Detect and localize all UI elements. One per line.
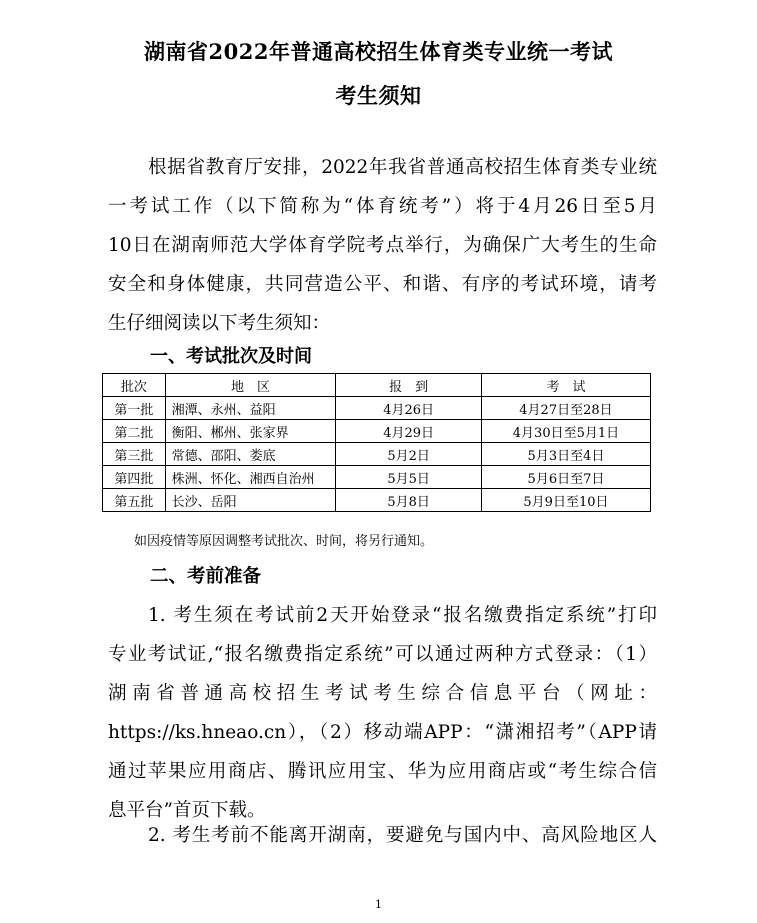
cell-region: 常德、邵阳、娄底 bbox=[165, 443, 336, 466]
cell-batch: 第二批 bbox=[103, 420, 166, 443]
cell-batch: 第三批 bbox=[103, 443, 166, 466]
intro-line: 10日在湖南师范大学体育学院考点举行，为确保广大考生的生命 bbox=[108, 235, 657, 256]
cell-checkin: 4月26日 bbox=[336, 397, 482, 420]
page-number: 1 bbox=[375, 898, 382, 911]
intro-line: 生仔细阅读以下考生须知： bbox=[108, 313, 331, 334]
intro-line: 安全和身体健康，共同营造公平、和谐、有序的考试环境，请考 bbox=[108, 274, 657, 295]
table-row bbox=[103, 397, 651, 420]
table-header-row bbox=[103, 374, 651, 397]
intro-line: 根据省教育厅安排，2022年我省普通高校招生体育类专业统 bbox=[148, 157, 657, 178]
col-header-exam: 考 试 bbox=[481, 374, 650, 397]
item1-line: 专业考试证,“报名缴费指定系统”可以通过两种方式登录：（1） bbox=[108, 644, 657, 665]
cell-checkin: 5月5日 bbox=[336, 466, 482, 489]
cell-checkin: 5月2日 bbox=[336, 443, 482, 466]
item1-line: 湖南省普通高校招生考试考生综合信息平台（网址： bbox=[108, 683, 657, 704]
col-header-region: 地 区 bbox=[165, 374, 336, 397]
cell-batch: 第一批 bbox=[103, 397, 166, 420]
intro-line: 一考试工作（以下简称为“体育统考”）将于4月26日至5月 bbox=[108, 196, 657, 217]
cell-exam: 5月9日至10日 bbox=[481, 489, 650, 512]
table-note: 如因疫情等原因调整考试批次、时间，将另行通知。 bbox=[134, 534, 434, 549]
table-row bbox=[103, 466, 651, 489]
document-subtitle: 考生须知 bbox=[335, 83, 422, 108]
intro-paragraph bbox=[108, 148, 657, 343]
cell-checkin: 4月29日 bbox=[336, 420, 482, 443]
cell-checkin: 5月8日 bbox=[336, 489, 482, 512]
item2-line: 2. 考生考前不能离开湖南，要避免与国内中、高风险地区人 bbox=[148, 825, 657, 846]
item1-paragraph bbox=[108, 596, 657, 830]
item1-line: 1. 考生须在考试前2天开始登录“报名缴费指定系统”打印 bbox=[148, 605, 657, 626]
cell-region: 株洲、怀化、湘西自治州 bbox=[165, 466, 336, 489]
col-header-batch: 批次 bbox=[103, 374, 166, 397]
item1-line: 通过苹果应用商店、腾讯应用宝、华为应用商店或“考生综合信 bbox=[108, 761, 657, 782]
table-row bbox=[103, 489, 651, 512]
document-title: 湖南省2022年普通高校招生体育类专业统一考试 bbox=[144, 39, 613, 64]
cell-region: 湘潭、永州、益阳 bbox=[165, 397, 336, 420]
cell-region: 长沙、岳阳 bbox=[165, 489, 336, 512]
cell-batch: 第五批 bbox=[103, 489, 166, 512]
item2-paragraph bbox=[108, 816, 657, 855]
item1-line: https://ks.hneao.cn），（2）移动端APP：“潇湘招考”（APP请 bbox=[108, 722, 657, 743]
table-row bbox=[103, 420, 651, 443]
cell-batch: 第四批 bbox=[103, 466, 166, 489]
cell-region: 衡阳、郴州、张家界 bbox=[165, 420, 336, 443]
section-heading-schedule: 一、考试批次及时间 bbox=[150, 346, 312, 367]
cell-exam: 4月30日至5月1日 bbox=[481, 420, 650, 443]
col-header-checkin: 报 到 bbox=[336, 374, 482, 397]
table-row bbox=[103, 443, 651, 466]
schedule-table bbox=[102, 373, 651, 512]
cell-exam: 5月6日至7日 bbox=[481, 466, 650, 489]
cell-exam: 4月27日至28日 bbox=[481, 397, 650, 420]
section-heading-preparation: 二、考前准备 bbox=[150, 566, 262, 587]
cell-exam: 5月3日至4日 bbox=[481, 443, 650, 466]
item1-line: 息平台”首页下载。 bbox=[108, 800, 266, 821]
